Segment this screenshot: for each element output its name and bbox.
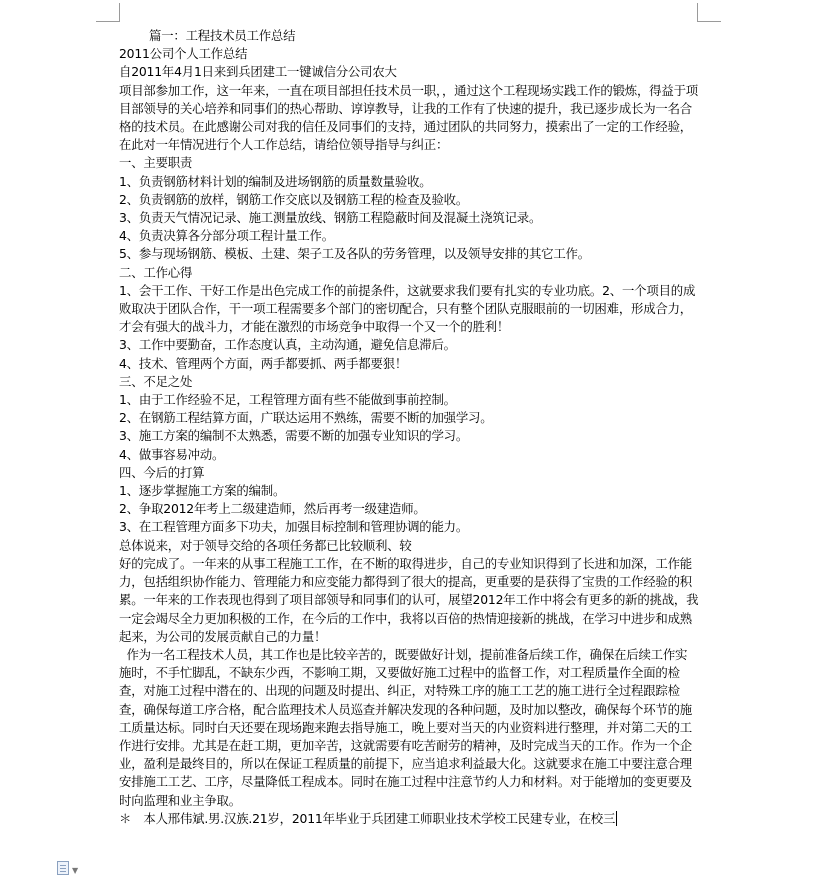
- list-item: 3、施工方案的编制不太熟悉，需要不断的加强专业知识的学习。: [119, 428, 469, 444]
- text-cursor: [616, 811, 617, 826]
- paragraph-text: ＊ 本人邢伟斌.男.汉族.21岁，2011年毕业于兵团建工师职业技术学校工民建专业，在校三: [119, 810, 616, 826]
- list-item: 3、工作中要勤奋，工作态度认真，主动沟通，避免信息滞后。: [119, 337, 456, 353]
- list-item: 1、会干工作、干好工作是出色完成工作的前提条件，这就要求我们要有扎实的专业功底。2、一个项目的成败取决于团队合作，干一项工程需要多个部门的密切配合，只有整个团队克服眼前的一切困难，形成合力，才会有强大的战斗力，才能在激烈的市场竞争中取得一个又一个的胜利！: [119, 282, 696, 335]
- list-item: 3、负责天气情况记录、施工测量放线、钢筋工程隐蔽时间及混凝土浇筑记录。: [119, 210, 542, 226]
- list-item: 1、负责钢筋材料计划的编制及进场钢筋的质量数量验收。: [119, 173, 432, 189]
- crop-mark-top-right-horizontal: [697, 21, 721, 22]
- chevron-down-icon[interactable]: ▼: [72, 866, 79, 875]
- document-title: 篇一：工程技术员工作总结: [149, 28, 296, 43]
- paragraph: 总体说来，对于领导交给的各项任务都已比较顺利、较: [119, 537, 412, 553]
- list-item: 2、负责钢筋的放样，钢筋工作交底以及钢筋工程的检查及验收。: [119, 191, 469, 207]
- list-item: 1、由于工作经验不足，工程管理方面有些不能做到事前控制。: [119, 392, 456, 408]
- document-body[interactable]: [119, 27, 699, 828]
- paragraph: 自2011年4月1日来到兵团建工一键诚信分公司农大: [119, 64, 397, 80]
- paragraph-with-cursor: [119, 810, 699, 828]
- list-item: 4、做事容易冲动。: [119, 446, 225, 462]
- crop-mark-top-right-vertical: [697, 3, 698, 22]
- list-item: 2、在钢筋工程结算方面，广联达运用不熟练，需要不断的加强学习。: [119, 410, 493, 426]
- paragraph: 作为一名工程技术人员，其工作也是比较辛苦的，既要做好计划，提前准备后续工作，确保在后续工作实施时，不手忙脚乱，不缺东少西，不影响工期，又要做好施工过程中的监督工作，对工程质量作全面的检查，对施工过程中潜在的、出现的问题及时提出、纠正，对特殊工序的施工工艺的施工进行全过程跟踪检查，确保每道工序合格，配合监理技术人员巡查并解决发现的各种问题，及时加以整改，确保每个环节的施工质量达标。同时白天还要在现场跑来跑去指导施工，晚上要对当天的内业资料进行整理，并对第二天的工作进行安排。尤其是在赶工期，更加辛苦，这就需要有吃苦耐劳的精神，及时完成当天的工作。作为一个企业，盈利是最终目的，所以在保证工程质量的前提下，应当追求利益最大化。这就要求在施工中要注意合理安排施工工艺、工序，尽量降低工程成本。同时在施工过程中注意节约人力和材料。对于能增加的变更要及时向监理和业主争取。: [119, 646, 692, 808]
- list-item: 3、在工程管理方面多下功夫，加强目标控制和管理协调的能力。: [119, 519, 469, 535]
- section-heading: 四、今后的打算: [119, 464, 205, 480]
- paragraph: 好的完成了。一年来的从事工程施工工作，在不断的取得进步，自己的专业知识得到了长进和加深，工作能力，包括组织协作能力、管理能力和应变能力都得到了很大的提高，更重要的是获得了宝贵的工作经验的积累。一年来的工作表现也得到了项目部领导和同事们的认可，展望2012年工作中将会有更多的新的挑战，我一定会竭尽全力更加积极的工作，在今后的工作中，我将以百倍的热情迎接新的挑战，在学习中进步和成熟起来，为公司的发展贡献自己的力量！: [119, 555, 699, 644]
- crop-mark-top-left-vertical: [119, 3, 120, 22]
- paragraph: 项目部参加工作，这一年来，一直在项目部担任技术员一职，，通过这个工程现场实践工作的锻炼，得益于项目部领导的关心培养和同事们的热心帮助、谆谆教导，让我的工作有了快速的提升，我已逐步成长为一名合格的技术员。在此感谢公司对我的信任及同事们的支持，通过团队的共同努力，摸索出了一定的工作经验，在此对一年情况进行个人工作总结，请给位领导指导与纠正：: [119, 82, 698, 153]
- list-item: 4、负责决算各分部分项工程计量工作。: [119, 228, 334, 244]
- list-item: 5、参与现场钢筋、模板、土建、架子工及各队的劳务管理，以及领导安排的其它工作。: [119, 246, 590, 262]
- section-heading: 一、主要职责: [119, 155, 193, 171]
- list-item: 2、争取2012年考上二级建造师，然后再考一级建造师。: [119, 501, 426, 517]
- list-item: 4、技术、管理两个方面，两手都要抓、两手都要狠！: [119, 355, 408, 371]
- section-heading: 二、工作心得: [119, 264, 193, 280]
- section-heading: 三、不足之处: [119, 373, 193, 389]
- list-item: 1、逐步掌握施工方案的编制。: [119, 483, 286, 499]
- document-icon[interactable]: [57, 861, 69, 875]
- crop-mark-top-left-horizontal: [96, 21, 120, 22]
- document-subtitle: 2011公司个人工作总结: [119, 46, 248, 62]
